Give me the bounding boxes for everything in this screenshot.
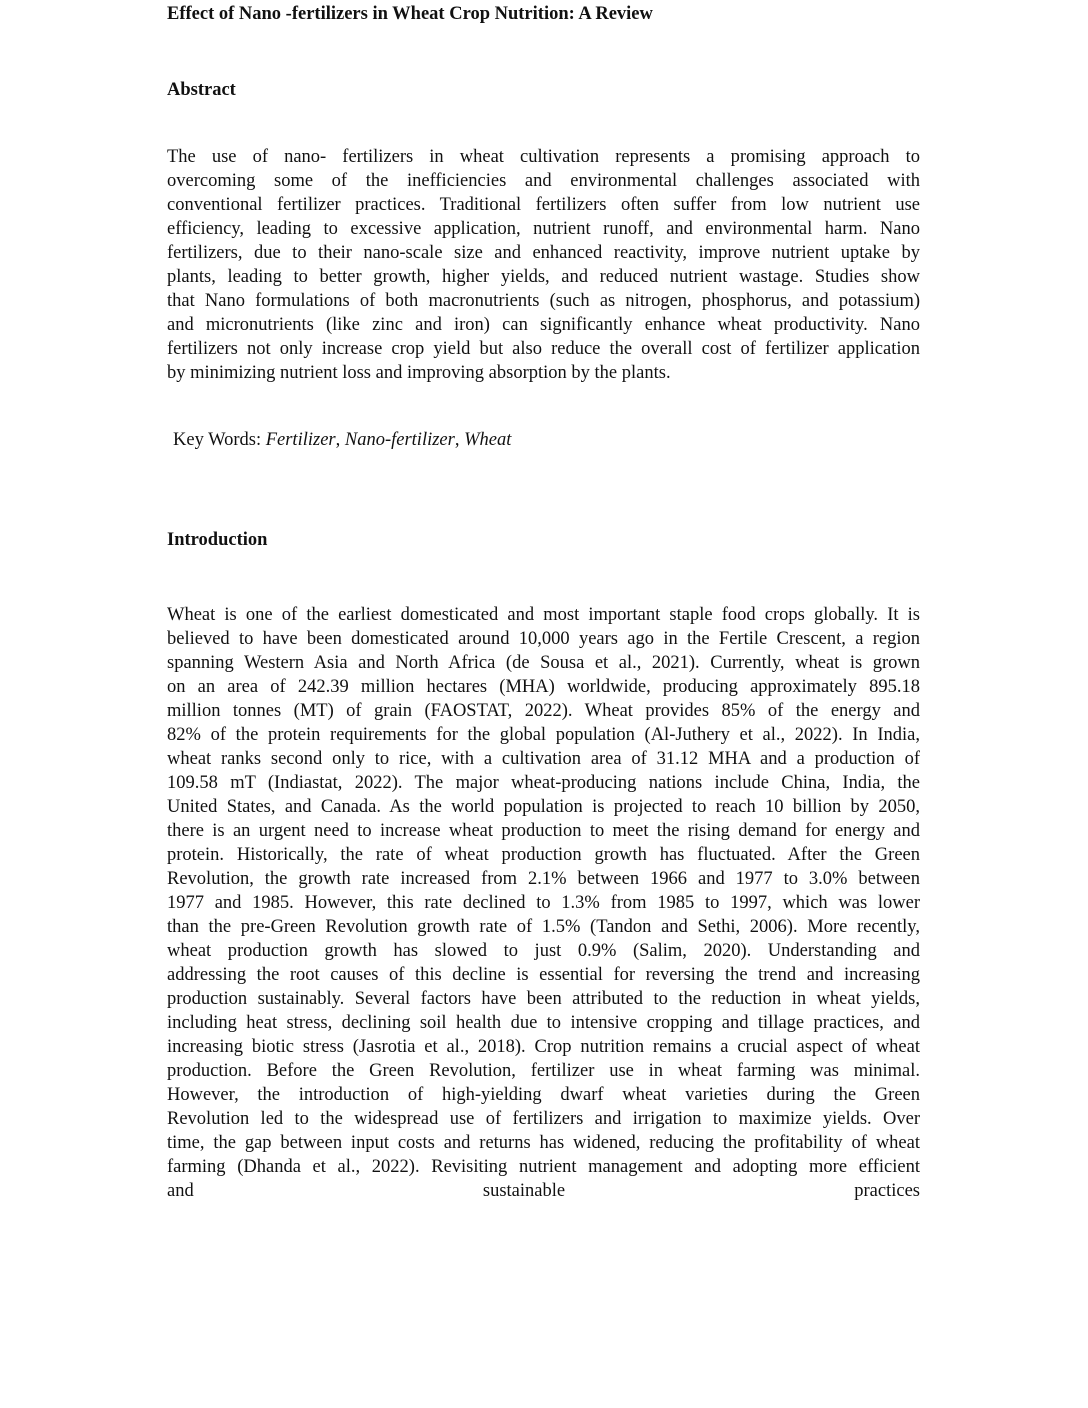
text-line: Revolution led to the widespread use of fertilizers and irrigation to maximize yields. Over (167, 1109, 920, 1129)
text-line: believed to have been domesticated around 10,000 years ago in the Fertile Crescent, a region (167, 629, 920, 649)
text-line: The use of nano- fertilizers in wheat cultivation represents a promising approach to (167, 147, 920, 167)
text-line: and micronutrients (like zinc and iron) can significantly enhance wheat productivity. Nano (167, 315, 920, 335)
text-line: that Nano formulations of both macronutrients (such as nitrogen, phosphorus, and potassium) (167, 291, 920, 311)
text-line: spanning Western Asia and North Africa (de Sousa et al., 2021). Currently, wheat is grown (167, 653, 920, 673)
keyword: Fertilizer (265, 430, 336, 450)
text-line: fertilizers not only increase crop yield but also reduce the overall cost of fertilizer application (167, 339, 920, 359)
text-line: However, the introduction of high-yielding dwarf wheat varieties during the Green (167, 1085, 920, 1105)
text-line: there is an urgent need to increase wheat production to meet the rising demand for energy and (167, 821, 920, 841)
text-line: time, the gap between input costs and returns has widened, reducing the profitability of wheat (167, 1133, 920, 1153)
text-line: fertilizers, due to their nano-scale size and enhanced reactivity, improve nutrient uptake by (167, 243, 920, 263)
keywords: Key Words: Fertilizer, Nano-fertilizer, Wheat (173, 430, 512, 450)
text-line: conventional fertilizer practices. Traditional fertilizers often suffer from low nutrient use (167, 195, 920, 215)
introduction-heading: Introduction (167, 530, 268, 550)
text-line: 1977 and 1985. However, this rate declined to 1.3% from 1985 to 1997, which was lower (167, 893, 920, 913)
text-line: production sustainably. Several factors have been attributed to the reduction in wheat yields, (167, 989, 920, 1009)
text-line: Wheat is one of the earliest domesticated and most important staple food crops globally. It is (167, 605, 920, 625)
text-line: farming (Dhanda et al., 2022). Revisiting nutrient management and adopting more efficient (167, 1157, 920, 1177)
abstract-heading: Abstract (167, 80, 236, 100)
text-line: by minimizing nutrient loss and improving absorption by the plants. (167, 363, 671, 383)
text-line: 109.58 mT (Indiastat, 2022). The major wheat-producing nations include China, India, the (167, 773, 920, 793)
keyword: Nano-fertilizer (344, 430, 455, 450)
text-line: and sustainable practices (167, 1181, 920, 1201)
text-line: United States, and Canada. As the world population is projected to reach 10 billion by 2050, (167, 797, 920, 817)
text-line: addressing the root causes of this decline is essential for reversing the trend and increasing (167, 965, 920, 985)
text-line: plants, leading to better growth, higher yields, and reduced nutrient wastage. Studies show (167, 267, 920, 287)
text-line: protein. Historically, the rate of wheat production growth has fluctuated. After the Green (167, 845, 920, 865)
text-line: increasing biotic stress (Jasrotia et al., 2018). Crop nutrition remains a crucial aspect of wheat (167, 1037, 920, 1057)
text-line: on an area of 242.39 million hectares (MHA) worldwide, producing approximately 895.18 (167, 677, 920, 697)
introduction-paragraph (167, 603, 920, 1203)
abstract-paragraph (167, 145, 920, 385)
text-line: production. Before the Green Revolution, fertilizer use in wheat farming was minimal. (167, 1061, 920, 1081)
text-line: efficiency, leading to excessive application, nutrient runoff, and environmental harm. Nano (167, 219, 920, 239)
paper-title: Effect of Nano -fertilizers in Wheat Crop Nutrition: A Review (167, 4, 653, 24)
text-line: wheat production growth has slowed to just 0.9% (Salim, 2020). Understanding and (167, 941, 920, 961)
text-line: wheat ranks second only to rice, with a cultivation area of 31.12 MHA and a production of (167, 749, 920, 769)
text-line: overcoming some of the inefficiencies and environmental challenges associated with (167, 171, 920, 191)
text-line: 82% of the protein requirements for the global population (Al-Juthery et al., 2022). In India, (167, 725, 920, 745)
keywords-label: Key Words: (173, 430, 266, 450)
text-line: than the pre-Green Revolution growth rate of 1.5% (Tandon and Sethi, 2006). More recently, (167, 917, 920, 937)
keyword: Wheat (464, 430, 512, 450)
text-line: million tonnes (MT) of grain (FAOSTAT, 2022). Wheat provides 85% of the energy and (167, 701, 920, 721)
text-line: Revolution, the growth rate increased from 2.1% between 1966 and 1977 to 3.0% between (167, 869, 920, 889)
text-line: including heat stress, declining soil health due to intensive cropping and tillage practices, and (167, 1013, 920, 1033)
